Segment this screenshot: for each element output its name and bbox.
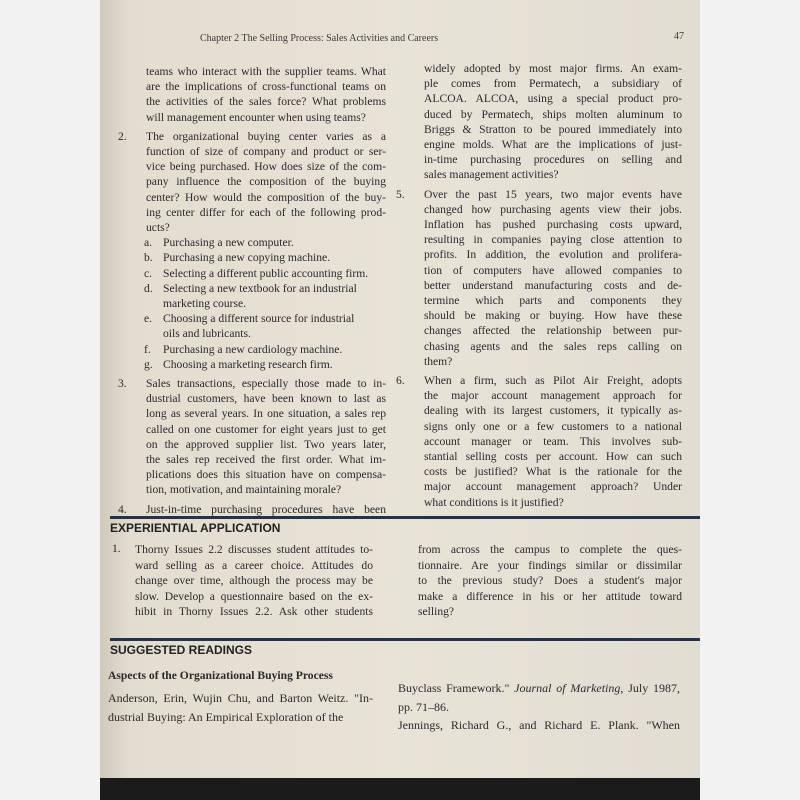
text-line: Selecting a new textbook for an industrial	[163, 281, 357, 295]
text-line: pany influence the composition of the buying	[146, 175, 386, 189]
text-line: tion of computers have allowed companies to	[424, 263, 682, 277]
text-line: When a firm, such as Pilot Air Freight, adopts	[424, 374, 682, 388]
section-rule	[110, 638, 700, 641]
question-number: 2.	[118, 129, 127, 143]
reference-line: Jennings, Richard G., and Richard E. Plank. "When	[398, 718, 680, 732]
text-line: ing center differ for each of the following prod-	[146, 205, 386, 219]
text-line: in-time purchasing procedures on selling and	[424, 153, 682, 167]
reference-text: Buyclass Framework."	[398, 681, 515, 695]
text-line: oils and lubricants.	[163, 327, 251, 341]
text-line: Briggs & Stratton to be poured immediately into	[424, 122, 682, 136]
reference-line	[398, 679, 680, 698]
question-number: 5.	[396, 187, 405, 201]
sub-question-letter: g.	[144, 357, 153, 371]
experiential-left-text	[135, 542, 373, 620]
text-line: ucts?	[146, 221, 170, 235]
right-column-questions	[396, 61, 682, 514]
sub-question-letter: b.	[144, 251, 153, 265]
text-line: changes affected the relationship between pur-	[424, 324, 682, 338]
text-line: what conditions is it justified?	[424, 495, 564, 509]
dark-background-strip	[100, 778, 700, 800]
question-item	[118, 502, 386, 517]
sub-question	[146, 342, 386, 357]
text-line: hibit in Thorny Issues 2.2. Ask other students	[135, 605, 373, 618]
text-line: termine which parts and components they	[424, 294, 682, 308]
text-line: the sales rep received the first order. What im-	[146, 453, 386, 467]
text-line: sales management activities?	[424, 168, 559, 182]
sub-question	[146, 266, 386, 281]
text-line: dealing with its largest customers, it typically as-	[424, 404, 682, 418]
text-line: should be making or buying. How have these	[424, 309, 682, 323]
sub-question	[146, 357, 386, 372]
text-line: Purchasing a new copying machine.	[163, 251, 331, 265]
text-line: stantial selling costs per account. How can such	[424, 450, 682, 464]
sub-question-letter: c.	[144, 266, 153, 280]
question-item	[396, 61, 682, 183]
text-line: marketing course.	[163, 297, 247, 311]
reference-line: pp. 71–86.	[398, 700, 449, 714]
text-line: ALCOA. ALCOA, using a special product pro-	[424, 92, 682, 106]
text-line: ward selling as a career choice. Attitudes do	[135, 558, 373, 572]
text-line: widely adopted by most major firms. An exam-	[424, 62, 682, 75]
text-line: resulting in companies paying close attention to	[424, 233, 682, 247]
text-line: Just-in-time purchasing procedures have been	[146, 502, 386, 516]
sub-question	[146, 281, 386, 311]
text-line: Inflation has pushed purchasing costs upward,	[424, 218, 682, 232]
text-line: are the implications of cross-functional teams on	[146, 80, 386, 94]
experiential-application-heading: EXPERIENTIAL APPLICATION	[110, 521, 281, 535]
text-line: duced by Permatech, ships molten aluminum to	[424, 107, 682, 121]
question-number: 4.	[118, 502, 127, 516]
text-line: signs only one or a few customers to a national	[424, 419, 682, 433]
readings-subheading: Aspects of the Organizational Buying Process	[108, 669, 333, 682]
experiential-right-text	[418, 542, 682, 620]
sub-question-letter: d.	[144, 281, 153, 295]
text-line: account manager or team. This involves sub-	[424, 434, 682, 448]
text-line: the major account management approach for	[424, 389, 682, 403]
question-item	[396, 187, 682, 369]
reference-anderson-continued	[398, 679, 680, 717]
question-number: 6.	[396, 374, 405, 388]
reference-line: Anderson, Erin, Wujin Chu, and Barton Weitz. "In-	[108, 691, 373, 705]
text-line: will management encounter when using teams?	[146, 110, 366, 124]
text-line: them?	[424, 354, 453, 368]
text-line: make a difference in his or her attitude toward	[418, 589, 682, 603]
reference-anderson	[108, 689, 373, 727]
text-line: costs be justified? What is the rationale for the	[424, 465, 682, 479]
question-number: 3.	[118, 377, 127, 391]
sub-question	[146, 235, 386, 250]
text-line: Choosing a different source for industrial	[163, 312, 355, 326]
text-line: tion, motivation, and maintaining morale?	[146, 483, 342, 497]
text-line: chasing agents and the sales reps calling on	[424, 339, 682, 353]
question-item	[396, 373, 682, 510]
question-item	[118, 64, 386, 125]
text-line: Over the past 15 years, two major events have	[424, 187, 682, 201]
text-line: called on one customer for eight years just to get	[146, 422, 386, 436]
text-line: teams who interact with the supplier teams. What	[146, 65, 386, 78]
journal-title: Journal of Marketing,	[514, 681, 624, 695]
text-line: ple comes from Permatech, a subsidiary of	[424, 77, 682, 91]
text-line: on the approved supplier list. Two years later,	[146, 437, 386, 451]
sub-question-letter: e.	[144, 312, 153, 326]
text-line: vice being purchased. How does size of the com-	[146, 160, 386, 174]
text-line: slow. Develop a questionnaire based on the ex-	[135, 589, 373, 603]
text-line: function of size of company and product or ser-	[146, 145, 386, 159]
text-line: long as several years. In one situation, a sales rep	[146, 407, 386, 421]
text-line: selling?	[418, 605, 455, 618]
text-line: engine molds. What are the implications of just-	[424, 138, 682, 152]
page-number: 47	[674, 31, 684, 42]
suggested-readings-heading: SUGGESTED READINGS	[110, 643, 253, 657]
text-line: to the previous study? Does a student's major	[418, 574, 682, 587]
text-line: major account management approach? Under	[424, 480, 682, 494]
text-line: Thorny Issues 2.2 discusses student attitudes to-	[135, 543, 373, 556]
sub-question-letter: a.	[144, 236, 153, 250]
reference-jennings	[398, 716, 680, 735]
text-line: Selecting a different public accounting firm.	[163, 266, 369, 280]
text-line: tionnaire. Are your findings similar or dissimilar	[418, 558, 682, 572]
text-line: dustrial customers, have been known to last as	[146, 392, 386, 406]
experiential-item-number: 1.	[112, 542, 121, 555]
text-line: center? How would the composition of the buy-	[146, 190, 386, 204]
reference-line: dustrial Buying: An Empirical Exploration of the	[108, 710, 344, 724]
text-line: better understand manufacturing costs and de-	[424, 278, 682, 292]
reference-text: July 1987,	[623, 681, 680, 695]
text-line: change over time, although the process may be	[135, 574, 373, 587]
text-line: the activities of the sales force? What problems	[146, 95, 386, 109]
left-column-questions	[118, 64, 386, 521]
text-line: Purchasing a new computer.	[163, 236, 294, 250]
question-item	[118, 376, 386, 498]
sub-question	[146, 311, 386, 341]
text-line: Purchasing a new cardiology machine.	[163, 342, 343, 356]
section-rule	[110, 516, 700, 519]
running-head: Chapter 2 The Selling Process: Sales Activities and Careers	[200, 33, 439, 44]
text-line: changed how purchasing agents view their jobs.	[424, 202, 682, 216]
text-line: profits. In addition, the evolution and prolifera-	[424, 248, 682, 262]
text-line: from across the campus to complete the ques-	[418, 543, 682, 556]
sub-question	[146, 250, 386, 265]
question-item	[118, 129, 386, 372]
text-line: Choosing a marketing research firm.	[163, 357, 333, 371]
text-line: The organizational buying center varies as a	[146, 129, 386, 143]
text-line: plications does this situation have on compensa-	[146, 468, 386, 482]
sub-question-letter: f.	[144, 342, 151, 356]
text-line: Sales transactions, especially those made to in-	[146, 377, 386, 391]
